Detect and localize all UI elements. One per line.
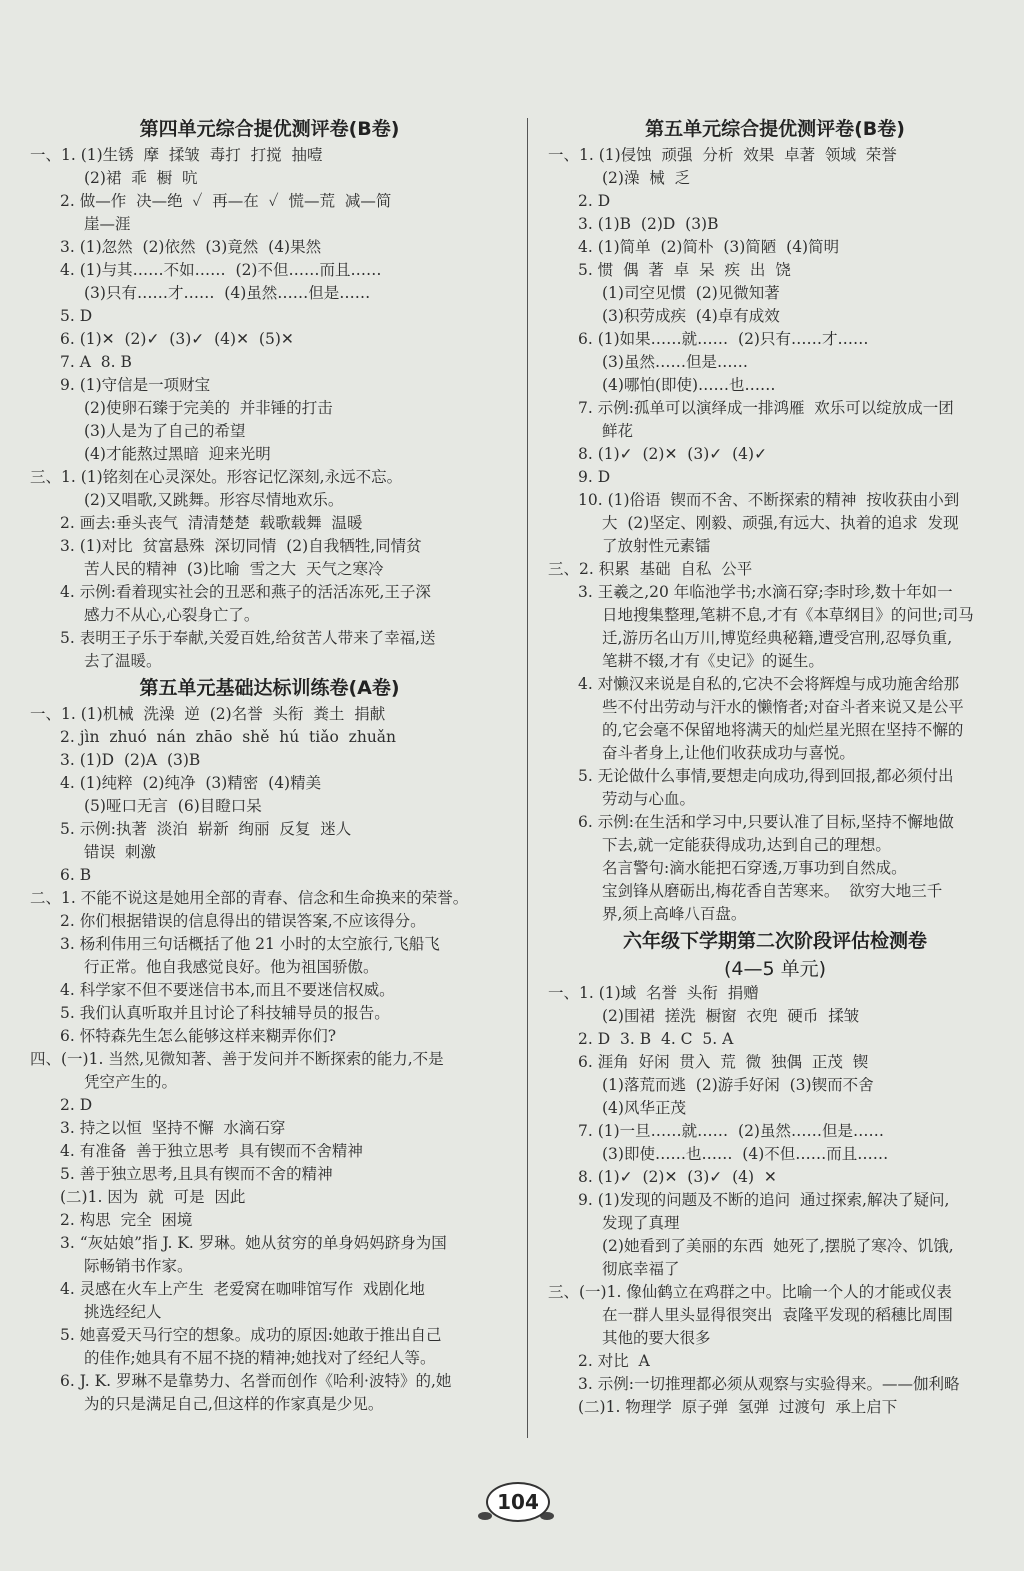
answer-line-continuation: 界,须上高峰八百盘。 [602,905,747,923]
answer-line: 二、1. 不能不说这是她用全部的青春、信念和生命换来的荣誉。 [30,889,469,907]
answer-line-continuation: (4)风华正茂 [602,1099,686,1117]
answer-line: 2. 你们根据错误的信息得出的错误答案,不应该得分。 [60,912,426,930]
section-title: 第五单元基础达标训练卷(A卷) [139,677,400,699]
answer-line: 5. D [60,307,93,325]
answer-line: 2. D [578,192,611,210]
answer-line: 四、(一)1. 当然,见微知著、善于发问并不断探索的能力,不是 [30,1050,444,1068]
answer-line: 三、2. 积累 基础 自私 公平 [548,560,753,578]
answer-line: 5. 示例:执著 淡泊 崭新 绚丽 反复 迷人 [60,820,352,838]
answer-line: 2. jìn zhuó nán zhāo shě hú tiǎo zhuǎn [60,728,397,746]
answer-line: 3. 持之以恒 坚持不懈 水滴石穿 [60,1119,286,1137]
answer-line: (二)1. 物理学 原子弹 氢弹 过渡句 承上启下 [578,1398,898,1416]
answer-line-continuation: 行正常。他自我感觉良好。他为祖国骄傲。 [84,958,379,976]
answer-line: 2. D 3. B 4. C 5. A [578,1030,734,1048]
answer-line-continuation: 迁,游历名山万川,博览经典秘籍,遭受宫刑,忍辱负重, [602,629,953,647]
answer-line-continuation: 为的只是满足自己,但这样的作家真是少见。 [84,1395,384,1413]
answer-line: 三、(一)1. 像仙鹤立在鸡群之中。比喻一个人的才能或仪表 [548,1283,952,1301]
answer-line-continuation: 发现了真理 [602,1214,680,1232]
answer-line-continuation: (3)即使……也…… (4)不但……而且…… [602,1145,889,1163]
answer-line: 6. 示例:在生活和学习中,只要认准了目标,坚持不懈地做 [578,813,954,831]
answer-line-continuation: 宝剑锋从磨砺出,梅花香自苦寒来。 欲穷大地三千 [602,882,943,900]
answer-line: 一、1. (1)生锈 摩 揉皱 毒打 打搅 抽噎 [30,146,323,164]
answer-line: 一、1. (1)侵蚀 顽强 分析 效果 卓著 领域 荣誉 [548,146,897,164]
answer-line: 6. (1)如果……就…… (2)只有……才…… [578,330,869,348]
answer-line: 2. D [60,1096,93,1114]
answer-line: 3. “灰姑娘”指 J. K. 罗琳。她从贫穷的单身妈妈跻身为国 [60,1234,447,1252]
left-column [22,114,517,1416]
answer-line: 8. (1)✓ (2)✕ (3)✓ (4) ✕ [578,1168,777,1186]
answer-line: 一、1. (1)机械 洗澡 逆 (2)名誉 头衔 粪土 捐献 [30,705,386,723]
answer-line: 4. 示例:看着现实社会的丑恶和燕子的活活冻死,王子深 [60,583,431,601]
answer-line-continuation: (4)才能熬过黑暗 迎来光明 [84,445,271,463]
answer-line: 4. 对懒汉来说是自私的,它决不会将辉煌与成功施舍给那 [578,675,960,693]
answer-line: 三、1. (1)铭刻在心灵深处。形容记忆深刻,永远不忘。 [30,468,403,486]
answer-line-continuation: 的佳作;她具有不屈不挠的精神;她找对了经纪人等。 [84,1349,436,1367]
answer-line: 4. (1)纯粹 (2)纯净 (3)精密 (4)精美 [60,774,322,792]
answer-line-continuation: (2)围裙 搓洗 橱窗 衣兜 硬币 揉皱 [602,1007,860,1025]
answer-line-continuation: 际畅销书作家。 [84,1257,193,1275]
answer-line: 4. 科学家不但不要迷信书本,而且不要迷信权威。 [60,981,395,999]
answer-line-continuation: 去了温暖。 [84,652,162,670]
answer-line: 4. 有准备 善于独立思考 具有锲而不舍精神 [60,1142,363,1160]
answer-line-continuation: 崖—涯 [84,215,131,233]
answer-line-continuation: 苦人民的精神 (3)比喻 雪之大 天气之寒冷 [84,560,384,578]
section-title: 六年级下学期第二次阶段评估检测卷 [622,930,927,952]
answer-line-continuation: 鲜花 [602,422,634,440]
answer-line: 8. (1)✓ (2)✕ (3)✓ (4)✓ [578,445,768,463]
answer-line-continuation: 日地搜集整理,笔耕不息,才有《本草纲目》的问世;司马 [602,606,974,624]
answer-line: 6. 怀特森先生怎么能够这样来糊弄你们? [60,1027,337,1045]
answer-line-continuation: (3)虽然……但是…… [602,353,748,371]
answer-line: 9. (1)守信是一项财宝 [60,376,211,394]
answer-line: 4. 灵感在火车上产生 老爱窝在咖啡馆写作 戏剧化地 [60,1280,425,1298]
answer-line-continuation: (2)她看到了美丽的东西 她死了,摆脱了寒冷、饥饿, [602,1237,954,1255]
answer-line-continuation: (1)司空见惯 (2)见微知著 [602,284,780,302]
answer-line: 2. 画去:垂头丧气 清清楚楚 载歌载舞 温暖 [60,514,363,532]
answer-line: 3. 示例:一切推理都必须从观察与实验得来。——伽利略 [578,1375,960,1393]
answer-line-continuation: 了放射性元素镭 [602,537,711,555]
answer-line-continuation: 感力不从心,心裂身亡了。 [84,606,260,624]
answer-line-continuation: (2)澡 械 乏 [602,169,691,187]
answer-line-continuation: 彻底幸福了 [602,1260,680,1278]
answer-line-continuation: 错误 刺激 [84,843,156,861]
answer-line: 5. 善于独立思考,且具有锲而不舍的精神 [60,1165,333,1183]
mascot-foot-icon [478,1512,492,1520]
answer-line-continuation: 挑选经纪人 [84,1303,162,1321]
answer-line-continuation: (3)人是为了自己的希望 [84,422,246,440]
answer-line: 7. A 8. B [60,353,132,371]
right-column [540,114,1010,1419]
answer-line-continuation: (3)积劳成疾 (4)卓有成效 [602,307,780,325]
answer-line-continuation: (2)使卵石臻于完美的 并非锤的打击 [84,399,333,417]
answer-line-continuation: 笔耕不辍,才有《史记》的诞生。 [602,652,824,670]
answer-line: 一、1. (1)域 名誉 头衔 捐赠 [548,984,759,1002]
answer-line-continuation: 名言警句:滴水能把石穿透,万事功到自然成。 [602,859,907,877]
answer-line: 4. (1)与其……不如…… (2)不但……而且…… [60,261,382,279]
answer-line: 2. 构思 完全 困境 [60,1211,193,1229]
answer-line: 9. (1)发现的问题及不断的追问 通过探索,解决了疑问, [578,1191,950,1209]
answer-line: 2. 对比 A [578,1352,650,1370]
answer-line: 3. 王羲之,20 年临池学书;水滴石穿;李时珍,数十年如一 [578,583,953,601]
answer-line-continuation: 些不付出劳动与汗水的懒惰者;对奋斗者来说又是公平 [602,698,964,716]
answer-line: 10. (1)俗语 锲而不舍、不断探索的精神 按收获由小到 [578,491,960,509]
answer-line: 6. 涯角 好闲 贯入 荒 微 独偶 正茂 锲 [578,1053,869,1071]
section-title: 第四单元综合提优测评卷(B卷) [139,118,400,140]
answer-line-continuation: (3)只有……才…… (4)虽然……但是…… [84,284,371,302]
answer-line-continuation: (2)裙 乖 橱 吭 [84,169,198,187]
answer-line: 2. 做—作 决—绝 ✓ 再—在 ✓ 慌—荒 减—简 [60,192,392,210]
answer-line-continuation: 劳动与心血。 [602,790,696,808]
answer-line: 7. (1)一旦……就…… (2)虽然……但是…… [578,1122,884,1140]
answer-line: 6. (1)✕ (2)✓ (3)✓ (4)✕ (5)✕ [60,330,294,348]
answer-line-continuation: 大 (2)坚定、刚毅、顽强,有远大、执着的追求 发现 [602,514,959,532]
answer-line: 5. 惯 偶 著 卓 呆 疾 出 饶 [578,261,791,279]
column-divider [527,118,528,1438]
answer-line-continuation: (5)哑口无言 (6)目瞪口呆 [84,797,262,815]
answer-line: 5. 无论做什么事情,要想走向成功,得到回报,都必须付出 [578,767,954,785]
answer-line-continuation: 凭空产生的。 [84,1073,178,1091]
answer-line-continuation: (4)哪怕(即使)……也…… [602,376,776,394]
answer-line: 3. (1)D (2)A (3)B [60,751,201,769]
answer-line-continuation: 下去,就一定能获得成功,达到自己的理想。 [602,836,891,854]
answer-line-continuation: (2)又唱歌,又跳舞。形容尽情地欢乐。 [84,491,344,509]
answer-line-continuation: (1)落荒而逃 (2)游手好闲 (3)锲而不舍 [602,1076,874,1094]
answer-line: 7. 示例:孤单可以演绎成一排鸿雁 欢乐可以绽放成一团 [578,399,954,417]
answer-line: 9. D [578,468,611,486]
answer-line-continuation: 的,它会毫不保留地将满天的灿烂星光照在坚持不懈的 [602,721,964,739]
page-number: 104 [486,1482,550,1522]
answer-line: 5. 我们认真听取并且讨论了科技辅导员的报告。 [60,1004,390,1022]
answer-line: 5. 她喜爱天马行空的想象。成功的原因:她敢于推出自己 [60,1326,442,1344]
answer-line: 4. (1)简单 (2)简朴 (3)简陋 (4)简明 [578,238,840,256]
answer-line: 6. J. K. 罗琳不是靠势力、名誉而创作《哈利·波特》的,她 [60,1372,452,1390]
answer-line: 5. 表明王子乐于奉献,关爱百姓,给贫苦人带来了幸福,送 [60,629,436,647]
answer-line: 3. 杨利伟用三句话概括了他 21 小时的太空旅行,飞船飞 [60,935,440,953]
answer-line-continuation: 奋斗者身上,让他们收获成功与喜悦。 [602,744,855,762]
section-subtitle: (4—5 单元) [723,958,827,980]
section-title: 第五单元综合提优测评卷(B卷) [645,118,905,140]
answer-line-continuation: 其他的要大很多 [602,1329,711,1347]
answer-line: 3. (1)忽然 (2)依然 (3)竟然 (4)果然 [60,238,322,256]
answer-line: 3. (1)对比 贫富悬殊 深切同情 (2)自我牺牲,同情贫 [60,537,422,555]
answer-line: 6. B [60,866,92,884]
answer-line-continuation: 在一群人里头显得很突出 袁隆平发现的稻穗比周围 [602,1306,953,1324]
answer-line: (二)1. 因为 就 可是 因此 [60,1188,246,1206]
answer-line: 3. (1)B (2)D (3)B [578,215,719,233]
